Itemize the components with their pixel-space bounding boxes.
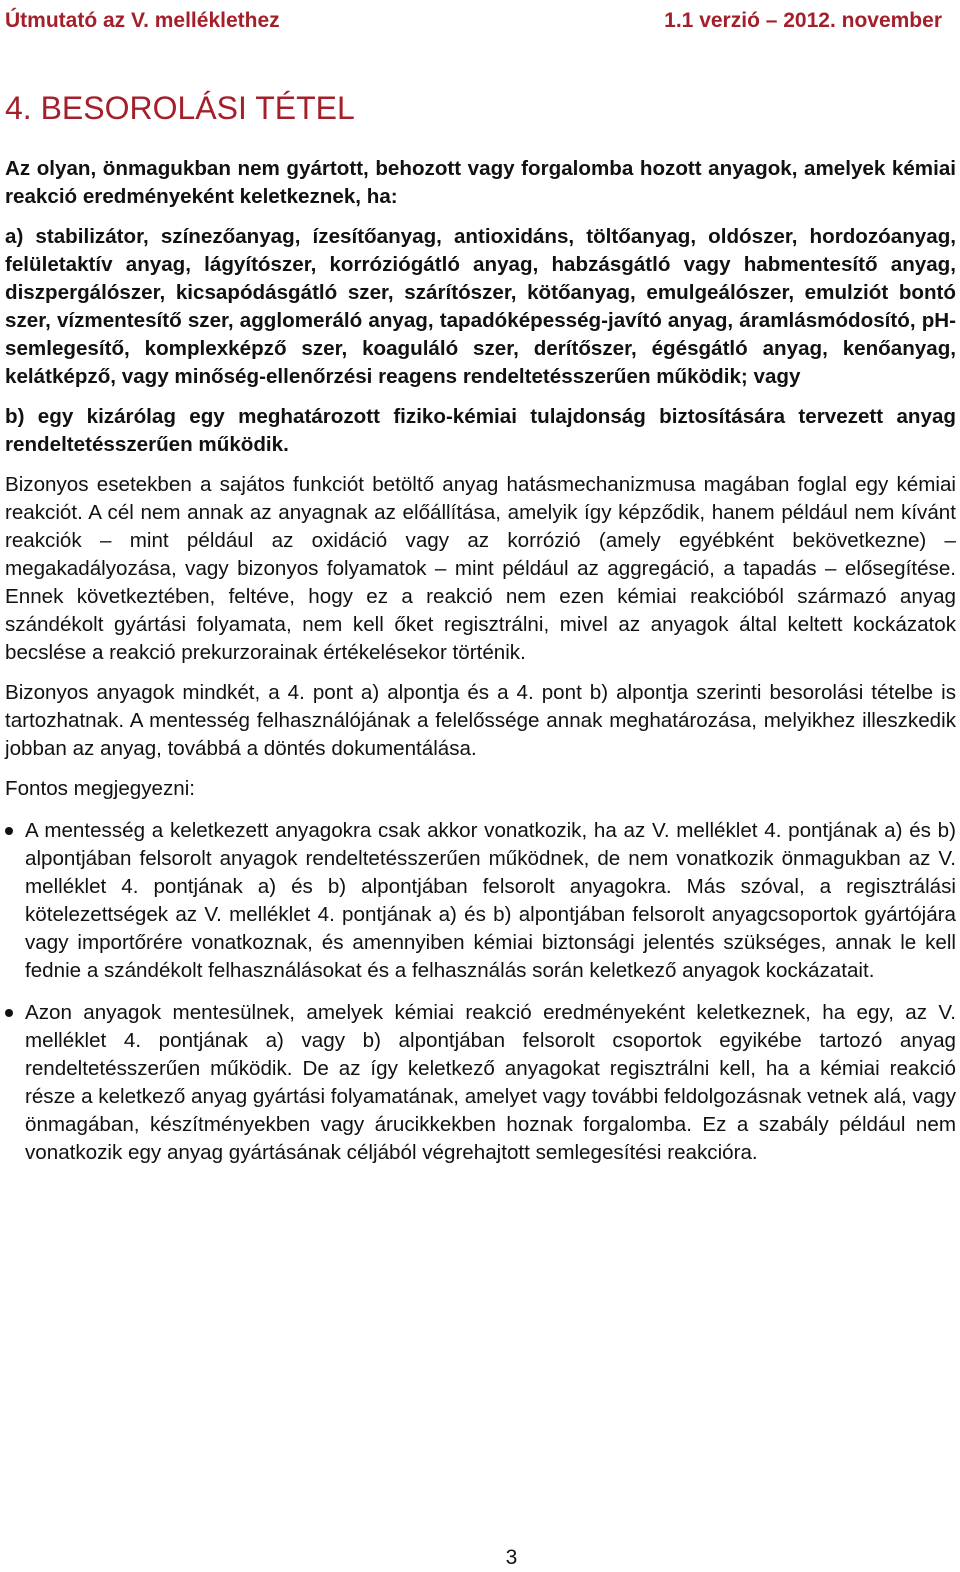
list-item-text: Azon anyagok mentesülnek, amelyek kémiai reakció eredményeként keletkeznek, ha egy, az V. melléklet 4. pontjának a) vagy b) alpontjában felsorolt csoportok egyikébe tartozó anyag rendeltetésszerűen működik. De az így keletkező anyagokat regisztrálni kell, ha a kémiai reakció része a keletkező anyag gyártási folyamatának, amelyet vagy további feldolgozásnak vetnek alá, vagy önmagában, készítményekben vagy árucikkekben hoznak forgalomba. Ez a szabály például nem vonatkozik egy anyag gyártásának céljából végrehajtott semlegesítési reakcióra. <box>25 1001 956 1164</box>
point-b: b) egy kizárólag egy meghatározott fiziko-kémiai tulajdonság biztosítására tervezett anyag rendeltetésszerűen működik. <box>5 405 956 456</box>
point-a: a) stabilizátor, színezőanyag, ízesítőanyag, antioxidáns, töltőanyag, oldószer, hordozóanyag, felületaktív anyag, lágyítószer, korróziógátló anyag, habzásgátló vagy habmentesítő anyag, diszpergálószer, kicsapódásgátló szer, szárítószer, kötőanyag, emulgeálószer, emulziót bontó szer, vízmentesítő szer, agglomeráló anyag, tapadóképesség-javító anyag, áramlásmódosító, pH-semlegesítő, komplexképző szer, koaguláló szer, derítőszer, égésgátló anyag, kenőanyag, kelátképző, vagy minőség-ellenőrzési reagens rendeltetésszerűen működik; vagy <box>5 225 956 388</box>
list-item-text: A mentesség a keletkezett anyagokra csak akkor vonatkozik, ha az V. melléklet 4. pontjának a) és b) alpontjában felsorolt anyagok rendeltetésszerűen működnek, de nem vonatkozik önmagukban az V. melléklet 4. pontjának a) és b) alpontjában felsorolt anyagokra. Más szóval, a regisztrálási kötelezettségek az V. melléklet 4. pontjának a) és b) alpontjában felsorolt anyagcsoportok gyártójára vagy importőrére vonatkoznak, és amennyiben kémiai biztonsági jelentés szükséges, annak le kell fednie a szándékolt felhasználásokat és a felhasználás során keletkező anyagok kockázatait. <box>25 819 956 982</box>
bullet-icon <box>5 1009 13 1017</box>
page-number: 3 <box>505 1546 518 1569</box>
note-heading: Fontos megjegyezni: <box>5 777 196 800</box>
intro-paragraph: Az olyan, önmagukban nem gyártott, behozott vagy forgalomba hozott anyagok, amelyek kémiai reakció eredményeként keletkeznek, ha: <box>5 157 956 208</box>
list-item <box>5 817 956 985</box>
paragraph-classification: Bizonyos anyagok mindkét, a 4. pont a) alpontja és a 4. pont b) alpontja szerinti besorolási tételbe is tartozhatnak. A mentesség felhasználójának a felelőssége annak meghatározása, melyikhez illeszkedik jobban az anyag, továbbá a döntés dokumentálása. <box>5 681 956 760</box>
list-item <box>5 999 956 1167</box>
document-body <box>5 155 956 1181</box>
header-title: Útmutató az V. melléklethez <box>5 9 280 32</box>
document-page <box>5 0 956 1571</box>
bullet-icon <box>5 827 13 835</box>
header-version: 1.1 verzió – 2012. november <box>664 9 942 32</box>
section-title: 4. BESOROLÁSI TÉTEL <box>5 90 355 126</box>
page-header <box>5 7 956 35</box>
note-list <box>5 817 956 1167</box>
paragraph-mechanism: Bizonyos esetekben a sajátos funkciót betöltő anyag hatásmechanizmusa magában foglal egy kémiai reakciót. A cél nem annak az anyagnak az előállítása, amelyik így képződik, hanem például nem kívánt reakciók – mint például az oxidáció vagy az korrózió (amely egyébként bekövetkezne) – megakadályozása, vagy bizonyos folyamatok – mint például az aggregáció, a tapadás – elősegítése. Ennek következtében, feltéve, hogy ez a reakció nem ezen kémiai reakcióból származó anyag szándékolt gyártási folyamata, nem kell őket regisztrálni, mivel az anyagok által keltett kockázatok becslése a reakció prekurzorainak értékelésekor történik. <box>5 473 956 664</box>
